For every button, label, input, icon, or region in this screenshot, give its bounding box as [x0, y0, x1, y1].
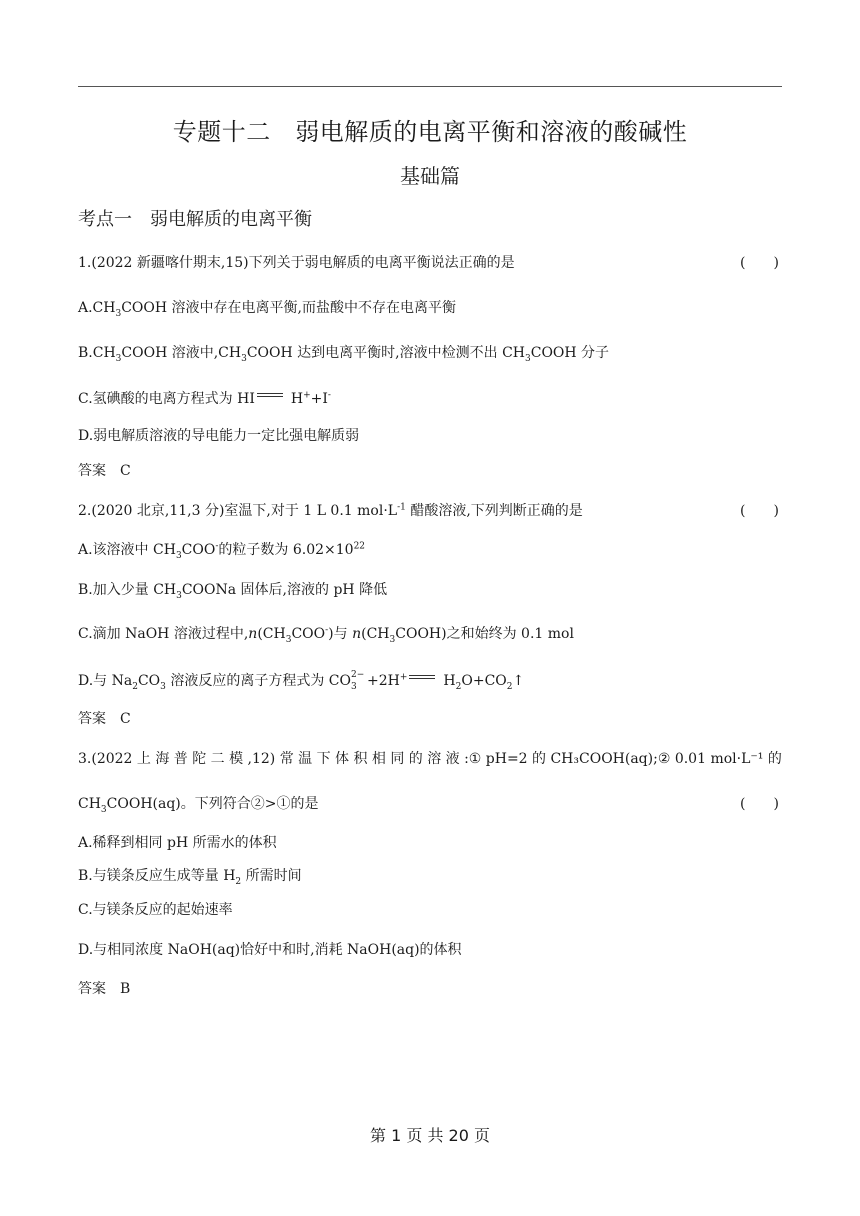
q1-stem: 1.(2022 新疆喀什期末,15)下列关于弱电解质的电离平衡说法正确的是 [78, 255, 515, 271]
q3-stem-word: 0.01 [674, 751, 706, 767]
q3-stem-word: mol·L⁻¹ [710, 751, 764, 767]
q3-stem-word: 的 [767, 751, 782, 767]
q3-answer: 答案 B [78, 981, 131, 997]
q1-option-c: C.氢碘酸的电离方程式为 HI H++I- [78, 390, 331, 407]
q2-stem: 2.(2020 北京,11,3 分)室温下,对于 1 L 0.1 $mol\cdot L^{-1}$ 醋酸溶液,下列判断正确的是 [78, 502, 583, 519]
q2-answer-paren: ( ) [740, 503, 779, 519]
q3-stem-line1 [78, 749, 782, 769]
q3-stem-word: ,12) [247, 751, 276, 767]
q2-option-a: A.该溶液中 $CH_3COO^-$的粒子数为 $6.02\times 10^{22}$ [78, 541, 366, 561]
q3-stem-word: 二 [210, 751, 225, 767]
q3-stem-word: 上 [136, 751, 151, 767]
q3-stem-word: 模 [229, 751, 244, 767]
q3-option-a: A.稀释到相同 pH 所需水的体积 [78, 835, 277, 851]
page-title: 专题十二 弱电解质的电离平衡和溶液的酸碱性 [172, 118, 688, 146]
page-footer: 第 1 页 共 20 页 [370, 1126, 490, 1145]
q3-stem-word: 相 [371, 751, 386, 767]
q3-stem-word: 海 [155, 751, 170, 767]
q3-stem-word: 3.(2022 [78, 751, 133, 767]
q1-option-d: D.弱电解质溶液的导电能力一定比强电解质弱 [78, 428, 360, 444]
q1-option-a: $A.CH_3COOH$ 溶液中存在电离平衡,而盐酸中不存在电离平衡 [78, 300, 456, 319]
equals-sign-icon [409, 675, 435, 679]
q3-stem-word: 液 [445, 751, 460, 767]
q1-answer-paren: ( ) [740, 255, 779, 271]
q3-stem-word: 普 [173, 751, 188, 767]
q2-option-b: B.加入少量 $CH_3COONa$ 固体后,溶液的 pH 降低 [78, 582, 388, 601]
q3-stem-word: pH=2 [485, 751, 528, 767]
section-heading: 考点一 弱电解质的电离平衡 [78, 209, 312, 230]
q3-stem-word: 下 [316, 751, 331, 767]
q3-stem-word: 常 [279, 751, 294, 767]
q1-answer: 答案 C [78, 463, 131, 479]
q3-stem-word: 溶 [427, 751, 442, 767]
q2-option-d: D.与 $Na_2CO_3$ 溶液反应的离子方程式为 CO 2− 3 +2H+ $H_2O+CO_2↑$ [78, 670, 525, 692]
q3-answer-paren: ( ) [740, 796, 779, 812]
q3-stem-word: 积 [353, 751, 368, 767]
q3-stem-word: 温 [298, 751, 313, 767]
q3-option-d: D.与相同浓度 NaOH(aq)恰好中和时,消耗 NaOH(aq)的体积 [78, 942, 462, 958]
q3-stem-word: 的 [532, 751, 547, 767]
q3-option-b: B.与镁条反应生成等量 $H_2$ 所需时间 [78, 868, 302, 887]
q3-stem-word: CH₃COOH(aq);② [550, 751, 671, 767]
carbonate-charge: 2− 3 [351, 670, 365, 692]
q3-stem-word: :① [464, 751, 482, 767]
q2-answer: 答案 C [78, 711, 131, 727]
q1-option-b: $B.CH_3COOH$ 溶液中$,CH_3COOH$ 达到电离平衡时,溶液中检测不出 $CH_3COOH$ 分子 [78, 345, 610, 364]
q3-stem-word: 同 [390, 751, 405, 767]
q3-stem-word: 体 [335, 751, 349, 767]
q3-stem-line2: $CH_3COOH(aq)$。下列符合②>①的是 [78, 796, 319, 815]
q3-option-c: C.与镁条反应的起始速率 [78, 902, 233, 918]
header-rule [78, 86, 782, 87]
q3-stem-word: 的 [408, 751, 423, 767]
q2-option-c: C.滴加 NaOH 溶液过程中$,n(CH_3COO^-)$与 $n(CH_3COOH)$之和始终为 0.1 mol [78, 625, 574, 645]
page-subtitle: 基础篇 [400, 164, 460, 188]
q3-stem-word: 陀 [192, 751, 207, 767]
equals-sign-icon [257, 393, 283, 397]
